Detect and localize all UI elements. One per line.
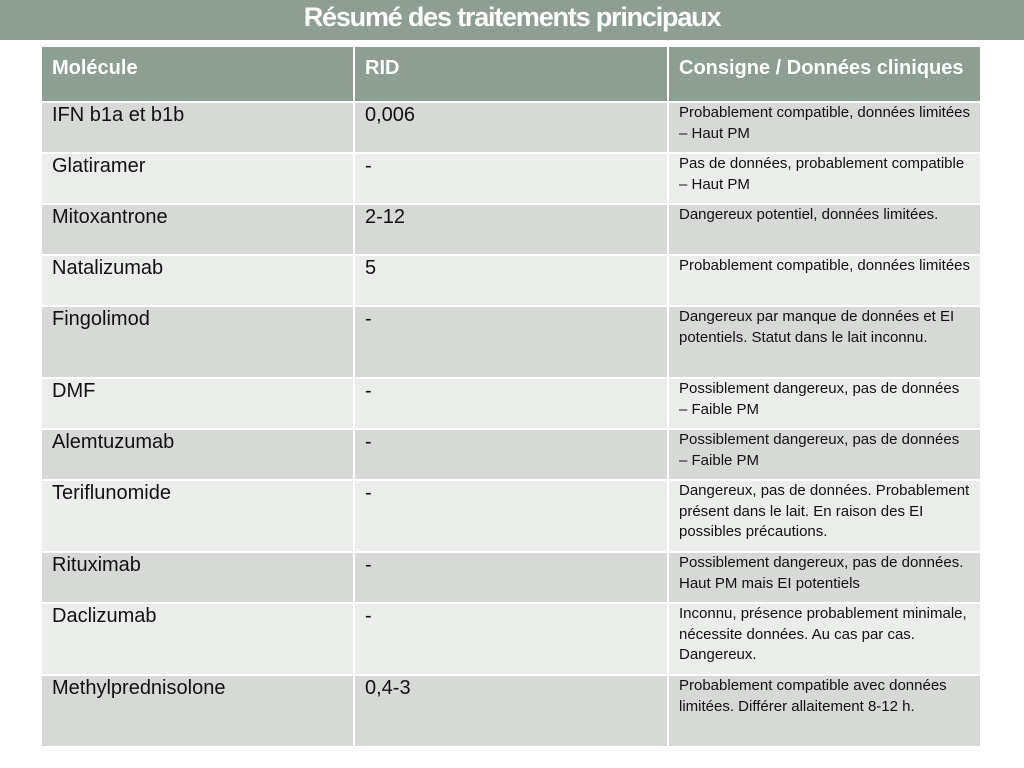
header-molecule: Molécule	[41, 46, 354, 102]
table-row	[41, 306, 981, 378]
note-cell: Dangereux par manque de données et EI potentiels. Statut dans le lait inconnu.	[668, 306, 981, 378]
note-cell: Possiblement dangereux, pas de données. Haut PM mais EI potentiels	[668, 552, 981, 603]
molecule-cell: Teriflunomide	[41, 480, 354, 552]
molecule-cell: Alemtuzumab	[41, 429, 354, 480]
treatment-table	[40, 45, 982, 748]
rid-cell: 0,006	[354, 102, 668, 153]
note-cell: Possiblement dangereux, pas de données – Faible PM	[668, 378, 981, 429]
rid-cell: 0,4-3	[354, 675, 668, 747]
header-row	[41, 46, 981, 102]
table-row	[41, 153, 981, 204]
rid-cell: -	[354, 429, 668, 480]
rid-cell: -	[354, 480, 668, 552]
molecule-cell: Natalizumab	[41, 255, 354, 306]
rid-cell: -	[354, 306, 668, 378]
molecule-cell: Rituximab	[41, 552, 354, 603]
header-rid: RID	[354, 46, 668, 102]
note-cell: Dangereux potentiel, données limitées.	[668, 204, 981, 255]
rid-cell: -	[354, 603, 668, 675]
note-cell: Pas de données, probablement compatible – Haut PM	[668, 153, 981, 204]
note-cell: Dangereux, pas de données. Probablement présent dans le lait. En raison des EI possibles précautions.	[668, 480, 981, 552]
molecule-cell: DMF	[41, 378, 354, 429]
note-cell: Inconnu, présence probablement minimale, nécessite données. Au cas par cas. Dangereux.	[668, 603, 981, 675]
molecule-cell: IFN b1a et b1b	[41, 102, 354, 153]
molecule-cell: Daclizumab	[41, 603, 354, 675]
table-row	[41, 102, 981, 153]
rid-cell: -	[354, 378, 668, 429]
rid-cell: 5	[354, 255, 668, 306]
rid-cell: -	[354, 552, 668, 603]
molecule-cell: Methylprednisolone	[41, 675, 354, 747]
table-row	[41, 429, 981, 480]
header-consigne: Consigne / Données cliniques	[668, 46, 981, 102]
table-row	[41, 675, 981, 747]
note-cell: Probablement compatible avec données limitées. Différer allaitement 8-12 h.	[668, 675, 981, 747]
rid-cell: -	[354, 153, 668, 204]
note-cell: Probablement compatible, données limitées	[668, 255, 981, 306]
molecule-cell: Glatiramer	[41, 153, 354, 204]
table-row	[41, 255, 981, 306]
rid-cell: 2-12	[354, 204, 668, 255]
table-row	[41, 480, 981, 552]
table-row	[41, 204, 981, 255]
table-row	[41, 603, 981, 675]
table-row	[41, 552, 981, 603]
molecule-cell: Fingolimod	[41, 306, 354, 378]
note-cell: Possiblement dangereux, pas de données – Faible PM	[668, 429, 981, 480]
page-title: Résumé des traitements principaux	[303, 2, 721, 32]
molecule-cell: Mitoxantrone	[41, 204, 354, 255]
note-cell: Probablement compatible, données limitées – Haut PM	[668, 102, 981, 153]
table-row	[41, 378, 981, 429]
